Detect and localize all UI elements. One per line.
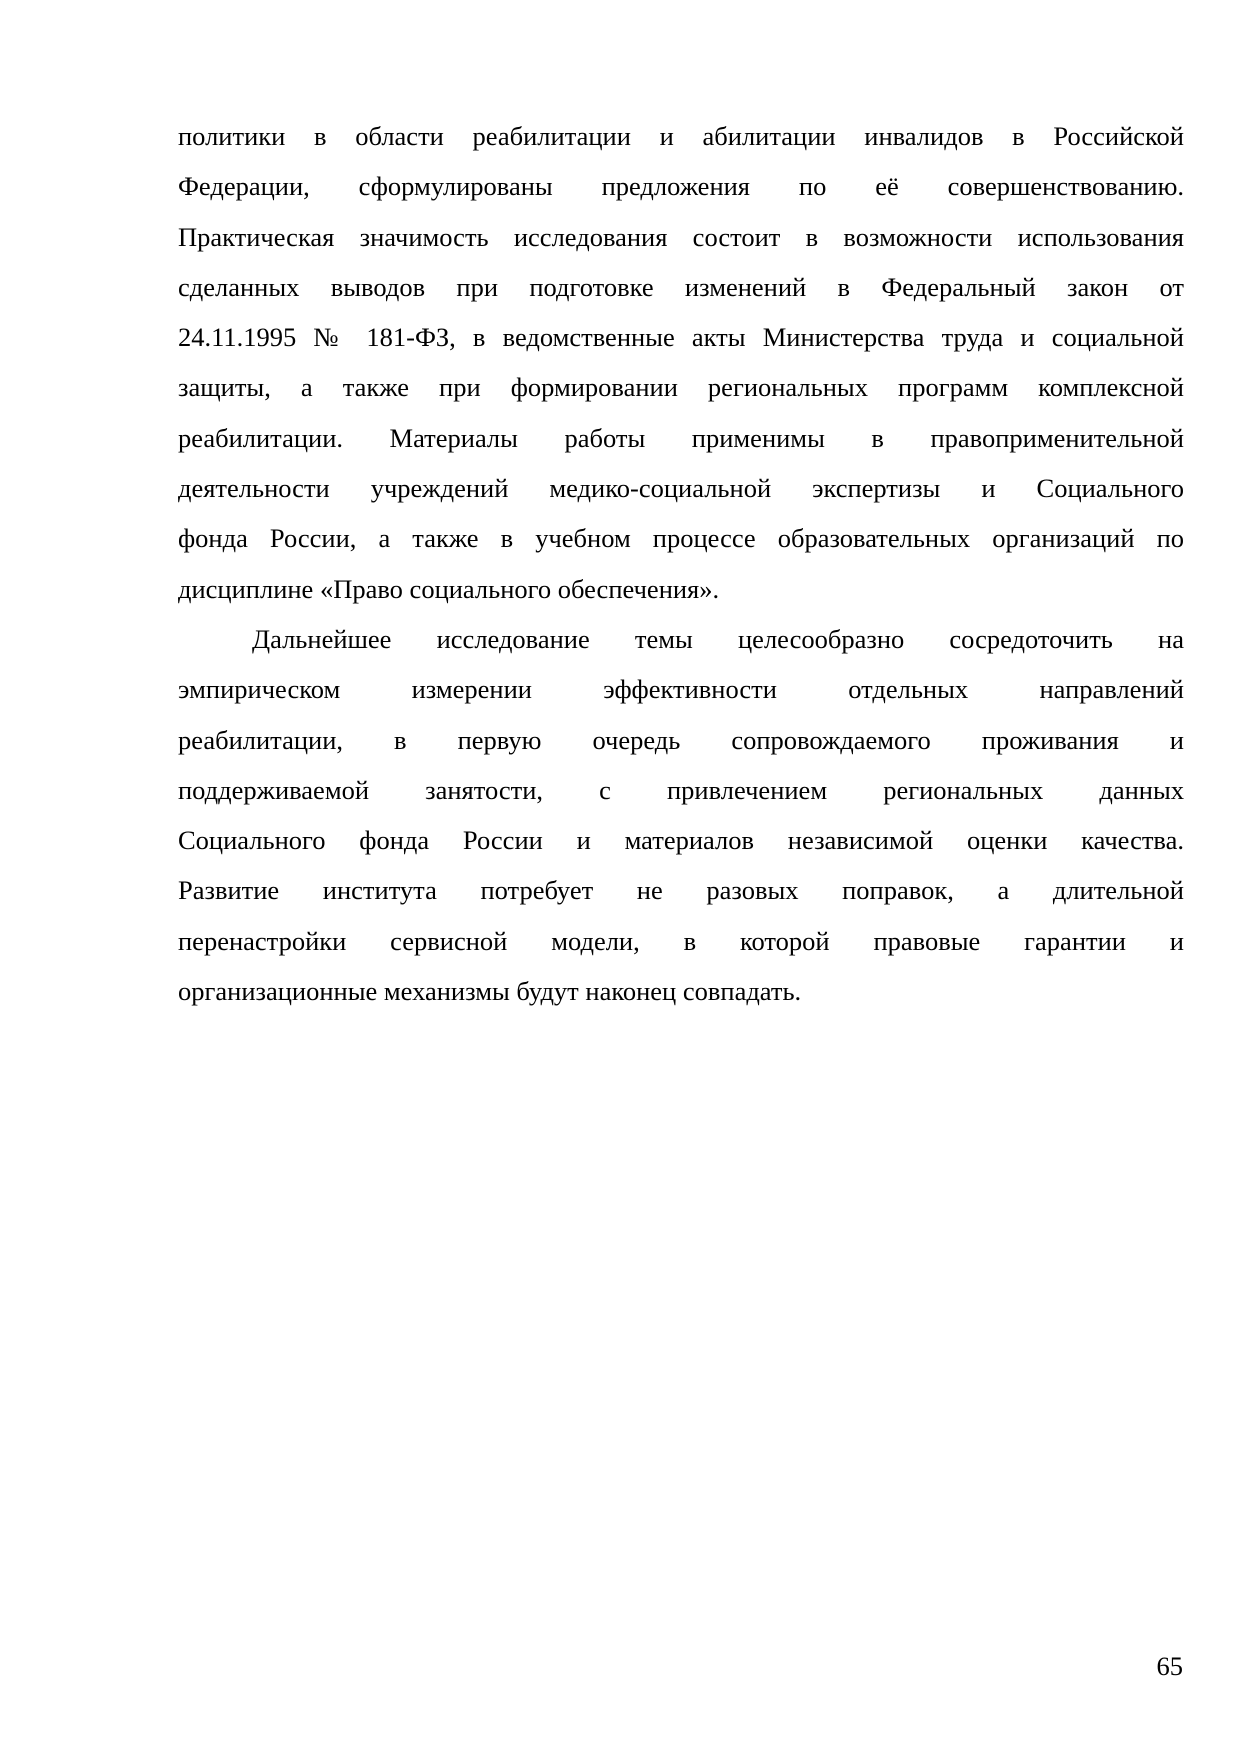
text-line: Федерации, сформулированы предложения по её совершенствованию. xyxy=(178,171,1184,202)
text-line: сделанных выводов при подготовке изменений в Федеральный закон от xyxy=(178,271,1184,302)
body-text xyxy=(178,111,1184,1016)
page-number: 65 xyxy=(1156,1651,1183,1681)
text-line: организационные механизмы будут наконец совпадать. xyxy=(178,976,802,1007)
text-line: защиты, а также при формировании региональных программ комплексной xyxy=(178,372,1184,403)
text-line: Социального фонда России и материалов независимой оценки качества. xyxy=(178,825,1184,856)
text-line: поддерживаемой занятости, с привлечением региональных данных xyxy=(178,774,1184,805)
text-line: эмпирическом измерении эффективности отдельных направлений xyxy=(178,674,1184,705)
text-line: Развитие института потребует не разовых поправок, а длительной xyxy=(178,875,1184,906)
text-line: деятельности учреждений медико-социальной экспертизы и Социального xyxy=(178,473,1184,504)
text-line: политики в области реабилитации и абилитации инвалидов в Российской xyxy=(178,121,1184,151)
text-line: реабилитации. Материалы работы применимы в правоприменительной xyxy=(178,422,1184,453)
text-line: дисциплине «Право социального обеспечения». xyxy=(178,573,720,604)
text-line: фонда России, а также в учебном процессе образовательных организаций по xyxy=(178,523,1184,554)
text-line: Практическая значимость исследования состоит в возможности использования xyxy=(178,221,1184,252)
text-line: перенастройки сервисной модели, в которой правовые гарантии и xyxy=(178,925,1184,956)
text-line: реабилитации, в первую очередь сопровождаемого проживания и xyxy=(178,724,1184,755)
text-line: Дальнейшее исследование темы целесообразно сосредоточить на xyxy=(252,623,1184,654)
text-line: 24.11.1995 № 181-ФЗ, в ведомственные акты Министерства труда и социальной xyxy=(178,322,1184,353)
